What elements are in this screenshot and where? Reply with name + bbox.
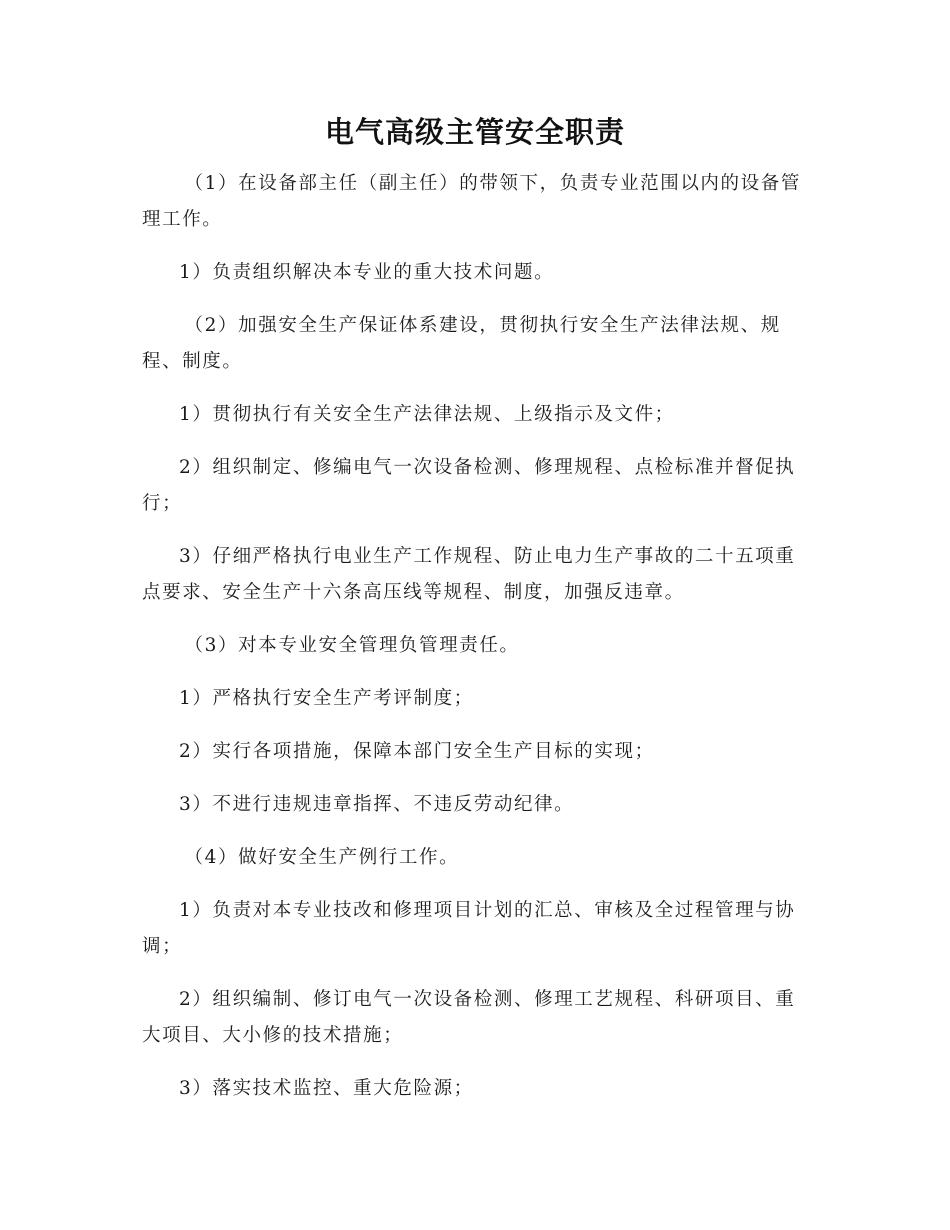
paragraph-item: 1）负责组织解决本专业的重大技术问题。	[179, 262, 555, 283]
document-body	[142, 166, 808, 1124]
paragraph-section-4: （4）做好安全生产例行工作。	[184, 847, 460, 868]
paragraph-item: 2）组织编制、修订电气一次设备检测、修理工艺规程、科研项目、重大项目、大小修的技术措施；	[142, 989, 796, 1046]
paragraph-item: 1）负责对本专业技改和修理项目计划的汇总、审核及全过程管理与协调；	[142, 900, 796, 957]
paragraph-item: 2）组织制定、修编电气一次设备检测、修理规程、点检标准并督促执行；	[142, 457, 796, 514]
paragraph-item: 3）仔细严格执行电业生产工作规程、防止电力生产事故的二十五项重点要求、安全生产十六条高压线等规程、制度，加强反违章。	[142, 546, 796, 603]
document-title: 电气高级主管安全职责	[324, 115, 625, 149]
paragraph-item: 1）贯彻执行有关安全生产法律法规、上级指示及文件；	[179, 404, 675, 425]
paragraph-section-1: （1）在设备部主任（副主任）的带领下，负责专业范围以内的设备管理工作。	[142, 173, 801, 230]
paragraph-item: 3）落实技术监控、重大危险源；	[179, 1078, 474, 1099]
paragraph-item: 3）不进行违规违章指挥、不违反劳动纪律。	[179, 794, 575, 815]
paragraph-section-2: （2）加强安全生产保证体系建设，贯彻执行安全生产法律法规、规程、制度。	[142, 315, 781, 372]
paragraph-section-3: （3）对本专业安全管理负管理责任。	[184, 635, 520, 656]
paragraph-item: 2）实行各项措施，保障本部门安全生产目标的实现；	[179, 741, 655, 762]
paragraph-item: 1）严格执行安全生产考评制度；	[179, 688, 474, 709]
